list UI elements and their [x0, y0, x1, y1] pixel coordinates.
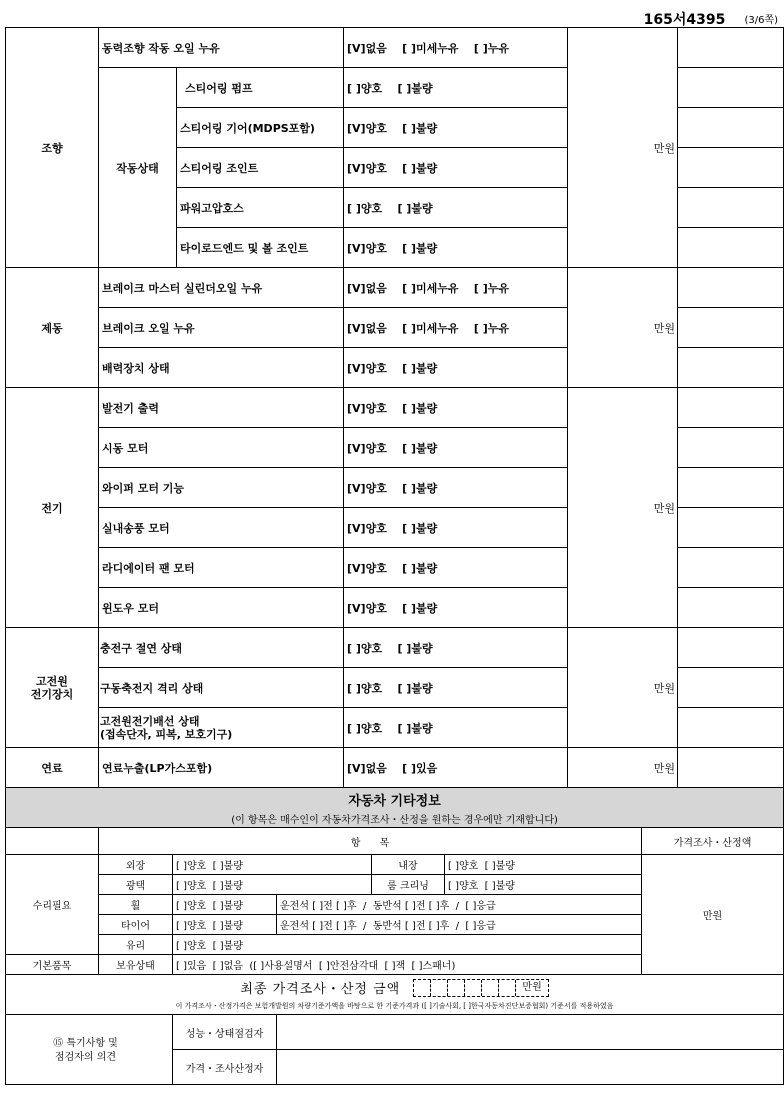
column-header-price: 가격조사・산정액 — [642, 828, 784, 855]
cost-cell[interactable] — [678, 508, 784, 548]
category-electric: 전기 — [6, 388, 99, 628]
cost-unit: 만원 — [568, 388, 678, 628]
extra-info-subtitle: (이 항목은 매수인이 자동차가격조사・산정을 원하는 경우에만 기재합니다) — [231, 814, 558, 826]
item-label: 실내송풍 모터 — [99, 508, 344, 548]
option-checkboxes[interactable]: [V]양호 [ ]불량 — [344, 548, 568, 588]
table-row — [6, 28, 784, 68]
option-checkboxes[interactable]: [V]양호 [ ]불량 — [344, 428, 568, 468]
item-label: 브레이크 오일 누유 — [99, 308, 344, 348]
cost-cell[interactable] — [678, 308, 784, 348]
cost-unit: 만원 — [568, 28, 678, 268]
cost-cell[interactable] — [678, 68, 784, 108]
basic-items-label: 기본품목 — [6, 955, 99, 975]
item-label: 와이퍼 모터 기능 — [99, 468, 344, 508]
table-row — [6, 975, 784, 1015]
cost-cell[interactable] — [678, 148, 784, 188]
opinion-label-line1: ⑮ 특기사항 및 — [53, 1038, 118, 1049]
option-checkboxes[interactable]: [ ]양호 [ ]불량 — [445, 855, 642, 875]
table-row — [6, 788, 784, 828]
item-label: 발전기 출력 — [99, 388, 344, 428]
option-checkboxes[interactable]: [ ]양호 [ ]불량 — [344, 708, 568, 748]
item-label: 연료누출(LP가스포함) — [99, 748, 344, 788]
extra-info-table — [5, 787, 784, 1085]
cost-cell[interactable] — [678, 468, 784, 508]
cost-cell[interactable] — [678, 708, 784, 748]
position-checkboxes[interactable]: 운전석 [ ]전 [ ]후 / 동반석 [ ]전 [ ]후 / [ ]응급 — [277, 915, 642, 935]
row-label: 내장 — [372, 855, 445, 875]
item-label: 파워고압호스 — [177, 188, 344, 228]
page-number: (3/6쪽) — [744, 15, 778, 26]
cost-cell[interactable] — [678, 628, 784, 668]
item-label — [99, 708, 344, 748]
option-checkboxes[interactable]: [V]양호 [ ]불량 — [344, 388, 568, 428]
row-label: 타이어 — [99, 915, 173, 935]
cost-cell[interactable] — [678, 548, 784, 588]
repair-needed-label: 수리필요 — [6, 855, 99, 955]
cost-cell[interactable] — [678, 668, 784, 708]
option-checkboxes[interactable]: [V]없음 [ ]있음 — [344, 748, 568, 788]
page-header — [644, 8, 778, 28]
cost-unit: 만원 — [568, 748, 678, 788]
category-fuel: 연료 — [6, 748, 99, 788]
option-checkboxes[interactable]: [V]양호 [ ]불량 — [344, 108, 568, 148]
final-price-note: 이 가격조사・산정가격은 보험개발원의 차량기준가액을 바탕으로 한 기준가격과 ([ ]기술사회, [ ]한국자동차진단보증협회) 기준서를 적용하였음 — [175, 1002, 614, 1010]
cost-cell[interactable] — [678, 188, 784, 228]
final-price-input[interactable] — [413, 979, 548, 997]
option-checkboxes[interactable]: [V]없음 [ ]미세누유 [ ]누유 — [344, 28, 568, 68]
cost-cell[interactable] — [678, 108, 784, 148]
document-code: 165서4395 — [643, 11, 726, 28]
table-row — [6, 1015, 784, 1050]
position-checkboxes[interactable]: 운전석 [ ]전 [ ]후 / 동반석 [ ]전 [ ]후 / [ ]응급 — [277, 895, 642, 915]
opinion-label-line2: 점검자의 의견 — [54, 1052, 117, 1063]
option-checkboxes[interactable]: [ ]양호 [ ]불량 — [344, 68, 568, 108]
row-label: 휠 — [99, 895, 173, 915]
category-brake: 제동 — [6, 268, 99, 388]
item-label: 충전구 절연 상태 — [99, 628, 344, 668]
inspection-table — [5, 27, 784, 788]
cost-unit: 만원 — [568, 268, 678, 388]
extra-info-header — [6, 788, 784, 828]
cost-cell[interactable] — [678, 748, 784, 788]
cost-cell[interactable] — [678, 348, 784, 388]
opinion-label-cell — [53, 1015, 173, 1085]
inspector-label: 성능・상태점검자 — [173, 1015, 277, 1050]
option-checkboxes[interactable]: [ ]양호 [ ]불량 — [344, 188, 568, 228]
item-label: 스티어링 펌프 — [177, 68, 344, 108]
extra-info-title: 자동차 기타정보 — [348, 793, 441, 809]
price-unit: 만원 — [642, 855, 784, 975]
appraiser-opinion-field[interactable] — [277, 1050, 784, 1085]
option-checkboxes[interactable]: [V]양호 [ ]불량 — [344, 468, 568, 508]
item-label: 타이로드엔드 및 볼 조인트 — [177, 228, 344, 268]
column-header-item: 항 목 — [99, 828, 642, 855]
row-label: 보유상태 — [99, 955, 173, 975]
option-checkboxes[interactable]: [ ]양호 [ ]불량 — [173, 875, 372, 895]
table-row — [6, 748, 784, 788]
category-high-voltage — [6, 628, 99, 748]
item-label: 스티어링 조인트 — [177, 148, 344, 188]
table-row — [6, 855, 784, 875]
cost-cell[interactable] — [678, 28, 784, 68]
empty-header-cell — [6, 828, 99, 855]
item-label-line1: 고전원전기배선 상태 — [100, 714, 200, 728]
row-label: 룸 크리닝 — [372, 875, 445, 895]
option-checkboxes[interactable]: [ ]양호 [ ]불량 — [173, 915, 277, 935]
final-price-unit: 만원 — [522, 981, 542, 993]
option-checkboxes[interactable]: [V]양호 [ ]불량 — [344, 588, 568, 628]
row-label: 광택 — [99, 875, 173, 895]
option-checkboxes[interactable]: [ ]있음 [ ]없음 ([ ]사용설명서 [ ]안전삼각대 [ ]잭 [ ]스패너) — [173, 955, 642, 975]
cost-cell[interactable] — [678, 588, 784, 628]
category-label-line1: 고전원 — [36, 674, 68, 688]
cost-cell[interactable] — [678, 388, 784, 428]
inspector-opinion-field[interactable] — [277, 1015, 784, 1050]
table-row — [6, 628, 784, 668]
cost-cell[interactable] — [678, 428, 784, 468]
option-checkboxes[interactable]: [ ]양호 [ ]불량 — [173, 895, 277, 915]
option-checkboxes[interactable]: [V]양호 [ ]불량 — [344, 348, 568, 388]
option-checkboxes[interactable]: [ ]양호 [ ]불량 — [445, 875, 642, 895]
cost-cell[interactable] — [678, 268, 784, 308]
cost-unit: 만원 — [568, 628, 678, 748]
item-label: 배력장치 상태 — [99, 348, 344, 388]
sub-category-operation: 작동상태 — [99, 68, 177, 268]
table-row — [6, 388, 784, 428]
option-checkboxes[interactable]: [V]양호 [ ]불량 — [344, 148, 568, 188]
appraiser-label: 가격・조사산정자 — [173, 1050, 277, 1085]
option-checkboxes[interactable]: [ ]양호 [ ]불량 — [344, 668, 568, 708]
category-label-line2: 전기장치 — [30, 687, 74, 701]
item-label-line2: (접속단자, 피복, 보호기구) — [100, 727, 233, 741]
category-steering: 조향 — [6, 28, 99, 268]
item-label: 스티어링 기어(MDPS포함) — [177, 108, 344, 148]
row-label: 외장 — [99, 855, 173, 875]
final-price-label: 최종 가격조사・산정 금액 — [240, 982, 401, 997]
option-checkboxes[interactable]: [ ]양호 [ ]불량 — [173, 855, 372, 875]
item-label: 라디에이터 팬 모터 — [99, 548, 344, 588]
item-label: 브레이크 마스터 실린더오일 누유 — [99, 268, 344, 308]
item-label: 시동 모터 — [99, 428, 344, 468]
option-checkboxes[interactable]: [ ]양호 [ ]불량 — [173, 935, 642, 955]
row-label: 유리 — [99, 935, 173, 955]
item-label: 구동축전지 격리 상태 — [99, 668, 344, 708]
table-row — [6, 828, 784, 855]
option-checkboxes[interactable]: [ ]양호 [ ]불량 — [344, 628, 568, 668]
final-price-row — [6, 975, 784, 1015]
option-checkboxes[interactable]: [V]양호 [ ]불량 — [344, 508, 568, 548]
item-label: 윈도우 모터 — [99, 588, 344, 628]
option-checkboxes[interactable]: [V]양호 [ ]불량 — [344, 228, 568, 268]
option-checkboxes[interactable]: [V]없음 [ ]미세누유 [ ]누유 — [344, 268, 568, 308]
item-label: 동력조향 작동 오일 누유 — [99, 28, 344, 68]
cost-cell[interactable] — [678, 228, 784, 268]
option-checkboxes[interactable]: [V]없음 [ ]미세누유 [ ]누유 — [344, 308, 568, 348]
table-row — [6, 268, 784, 308]
